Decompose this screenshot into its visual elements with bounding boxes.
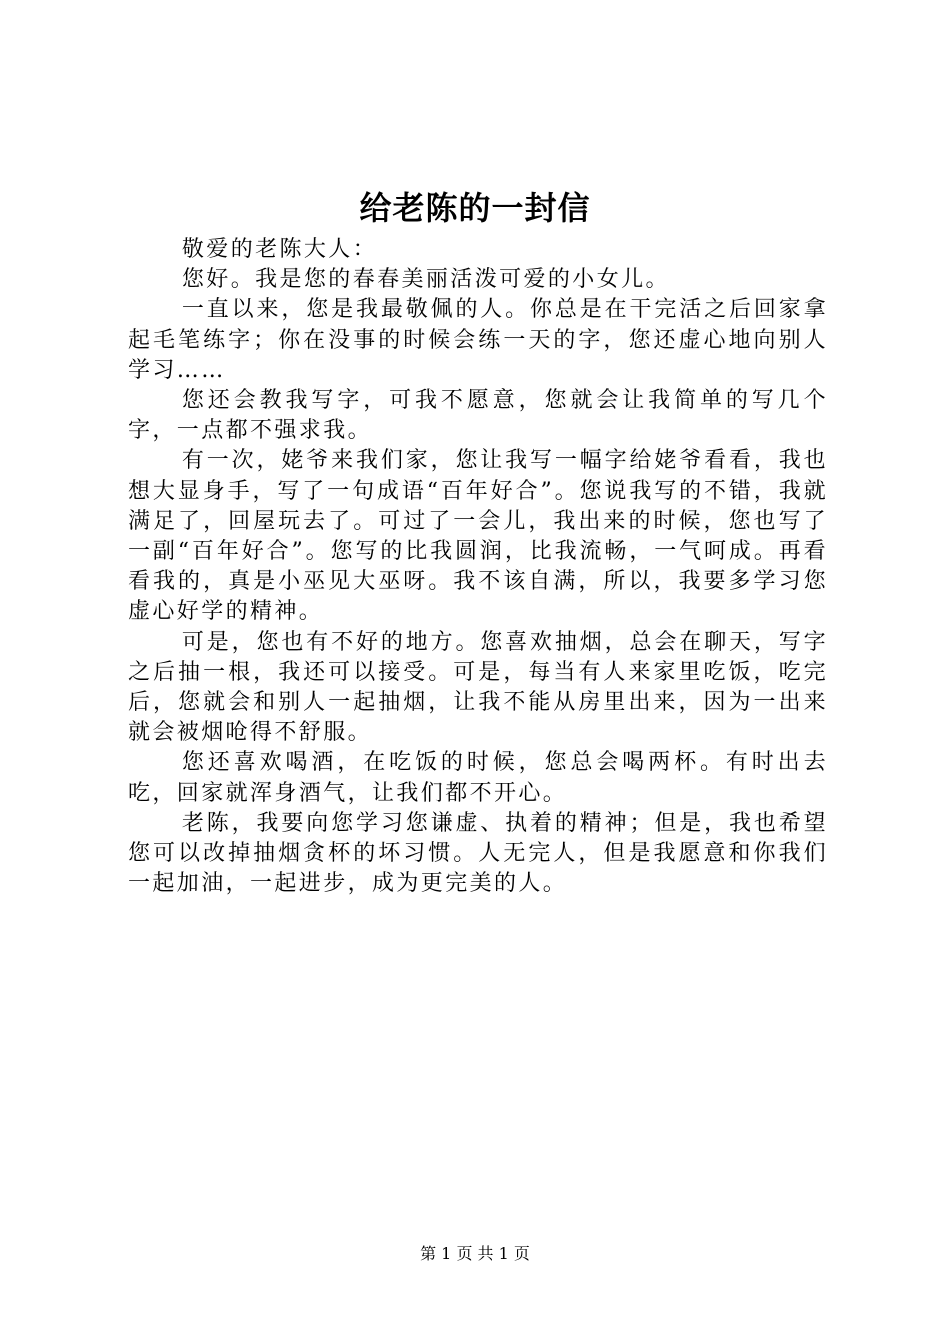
paragraph: 有一次，姥爷来我们家，您让我写一幅字给姥爷看看，我也想大显身手，写了一句成语“百年好合”。您说我写的不错，我就满足了，回屋玩去了。可过了一会儿，我出来的时候，您也写了一副“百年好合”。您写的比我圆润，比我流畅，一气呵成。再看看我的，真是小巫见大巫呀。我不该自满，所以，我要多学习您虚心好学的精神。 [128, 448, 828, 625]
paragraph: 一直以来，您是我最敬佩的人。你总是在干完活之后回家拿起毛笔练字；你在没事的时候会练一天的字，您还虚心地向别人学习…… [128, 297, 828, 383]
paragraph-salutation: 敬爱的老陈大人： [181, 237, 378, 262]
paragraph: 可是，您也有不好的地方。您喜欢抽烟，总会在聊天，写字之后抽一根，我还可以接受。可是，每当有人来家里吃饭，吃完后，您就会和别人一起抽烟，让我不能从房里出来，因为一出来就会被烟呛得不舒服。 [128, 629, 828, 746]
paragraph-greeting: 您好。我是您的春春美丽活泼可爱的小女儿。 [181, 267, 670, 293]
paragraph: 您还喜欢喝酒，在吃饭的时候，您总会喝两杯。有时出去吃，回家就浑身酒气，让我们都不开心。 [128, 750, 828, 806]
letter-body [128, 235, 828, 899]
page-footer: 第 1 页 共 1 页 [420, 1244, 530, 1263]
document-title: 给老陈的一封信 [359, 189, 591, 227]
paragraph: 您还会教我写字，可我不愿意，您就会让我简单的写几个字，一点都不强求我。 [128, 388, 828, 444]
paragraph-closing: 老陈，我要向您学习您谦虚、执着的精神；但是，我也希望您可以改掉抽烟贪杯的坏习惯。人无完人，但是我愿意和你我们一起加油，一起进步，成为更完美的人。 [128, 810, 828, 897]
